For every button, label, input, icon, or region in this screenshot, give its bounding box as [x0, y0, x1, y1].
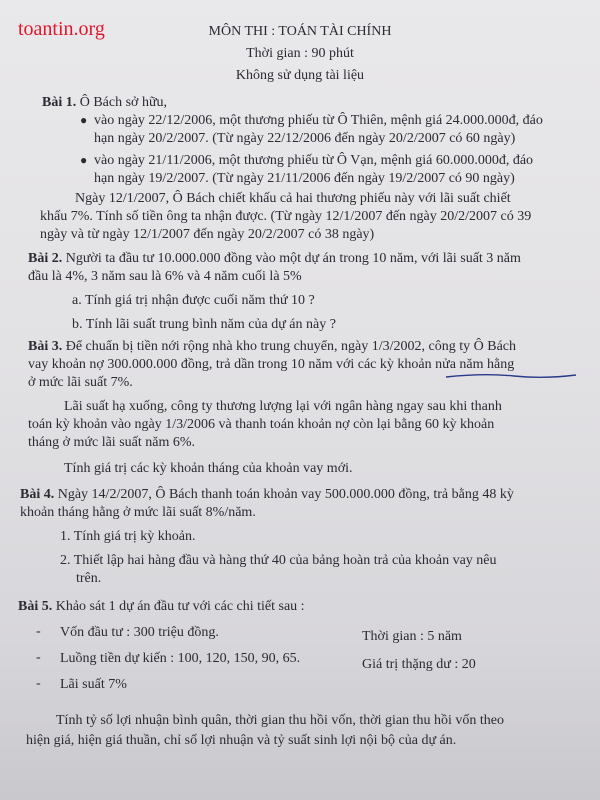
bai1-heading	[42, 94, 167, 112]
exam-title: MÔN THI : TOÁN TÀI CHÍNH	[208, 24, 392, 39]
bai1-bullet2-line2: hạn ngày 19/2/2007. (Từ ngày 21/11/2006 đến ngày 19/2/2007 có 90 ngày)	[94, 171, 515, 186]
bai5-label: Bài 5.	[18, 599, 53, 614]
bai5-item3: Lãi suất 7%	[60, 677, 127, 692]
exam-note: Không sử dụng tài liệu	[235, 68, 365, 83]
bai2-line1: Người ta đầu tư 10.000.000 đồng vào một dự án trong 10 năm, với lãi suất 3 năm	[65, 251, 521, 266]
bai3-line2: vay khoản nợ 300.000.000 đồng, trả dần trong 10 năm với các kỳ khoản nửa năm hằng	[28, 357, 515, 372]
bai4-q2-line1: 2. Thiết lập hai hàng đầu và hàng thứ 40 của bảng hoàn trả của khoản vay nêu	[60, 553, 497, 568]
bai1-bullet1-line2: hạn ngày 20/2/2007. (Từ ngày 22/12/2006 đến ngày 20/2/2007 có 60 ngày)	[94, 131, 516, 146]
bai3-para-line2: toán kỳ khoản vào ngày 1/3/2006 và thanh toán khoản nợ còn lại bằng 60 kỳ khoản	[28, 417, 495, 432]
bai2-label: Bài 2.	[28, 251, 63, 266]
bai3-para-line1: Lãi suất hạ xuống, công ty thương lượng lại với ngân hàng ngay sau khi thanh	[64, 399, 502, 414]
exam-time: Thời gian : 90 phút	[246, 46, 354, 61]
dash-marker: -	[36, 624, 41, 639]
bai4-line1: Ngày 14/2/2007, Ô Bách thanh toán khoản vay 500.000.000 đồng, trả bằng 48 kỳ	[57, 487, 514, 502]
bai2-question-b: b. Tính lãi suất trung bình năm của dự án này ?	[72, 317, 336, 332]
bai1-label: Bài 1.	[42, 95, 77, 110]
bai1-bullet1-line1: vào ngày 22/12/2006, một thương phiếu từ Ô Thiên, mệnh giá 24.000.000đ, đáo	[94, 113, 543, 128]
dash-marker: -	[36, 676, 41, 691]
bai3-question: Tính giá trị các kỳ khoản tháng của khoản vay mới.	[64, 461, 353, 476]
bai3-line1: Để chuẩn bị tiền nới rộng nhà kho trung chuyển, ngày 1/3/2002, công ty Ô Bách	[65, 339, 516, 354]
bai5-heading	[18, 598, 305, 616]
bai4-line2: khoản tháng hằng ở mức lãi suất 8%/năm.	[20, 505, 256, 520]
bai5-para-line1: Tính tỷ số lợi nhuận bình quân, thời gian thu hồi vốn, thời gian thu hồi vốn theo	[56, 713, 505, 728]
bai1-para-line1: Ngày 12/1/2007, Ô Bách chiết khấu cả hai thương phiếu này với lãi suất chiết	[75, 191, 511, 206]
bai5-item2b: Giá trị thặng dư : 20	[362, 657, 476, 672]
bai4-q1: 1. Tính giá trị kỳ khoản.	[60, 529, 196, 544]
bullet-icon: ●	[80, 113, 88, 127]
bai5-item2: Luồng tiền dự kiến : 100, 120, 150, 90, 65.	[60, 651, 301, 666]
bai1-para-line2: khấu 7%. Tính số tiền ông ta nhận được. (Từ ngày 12/1/2007 đến ngày 20/2/2007 có 39	[40, 209, 532, 224]
bai2-line2: đầu là 4%, 3 năm sau là 6% và 4 năm cuối là 5%	[28, 269, 302, 284]
bai3-heading	[28, 338, 516, 356]
bai4-q2-line2: trên.	[76, 571, 102, 586]
bai5-intro: Khảo sát 1 dự án đầu tư với các chi tiết sau :	[55, 599, 305, 614]
watermark-logo: toantin.org	[18, 18, 105, 40]
handwritten-underline	[444, 372, 579, 380]
bai1-intro: Ô Bách sở hữu,	[79, 95, 168, 110]
bai1-para-line3: ngày và từ ngày 12/1/2007 đến ngày 20/2/2007 có 38 ngày)	[40, 227, 375, 242]
bai5-item1: Vốn đầu tư : 300 triệu đồng.	[60, 625, 219, 640]
dash-marker: -	[36, 650, 41, 665]
bai3-line3: ở mức lãi suất 7%.	[28, 375, 133, 390]
bai5-item1b: Thời gian : 5 năm	[362, 629, 462, 644]
bai2-heading	[28, 250, 521, 268]
bai3-label: Bài 3.	[28, 339, 63, 354]
bai5-para-line2: hiện giá, hiện giá thuần, chỉ số lợi nhuận và tỷ suất sinh lợi nội bộ của dự án.	[26, 733, 457, 748]
bai3-para-line3: tháng ở mức lãi suất năm 6%.	[28, 435, 196, 450]
bullet-icon: ●	[80, 153, 88, 167]
bai4-label: Bài 4.	[20, 487, 55, 502]
bai4-heading	[20, 486, 514, 504]
bai1-bullet2-line1: vào ngày 21/11/2006, một thương phiếu từ Ô Vạn, mệnh giá 60.000.000đ, đáo	[94, 153, 534, 168]
bai2-question-a: a. Tính giá trị nhận được cuối năm thứ 10 ?	[72, 293, 315, 308]
